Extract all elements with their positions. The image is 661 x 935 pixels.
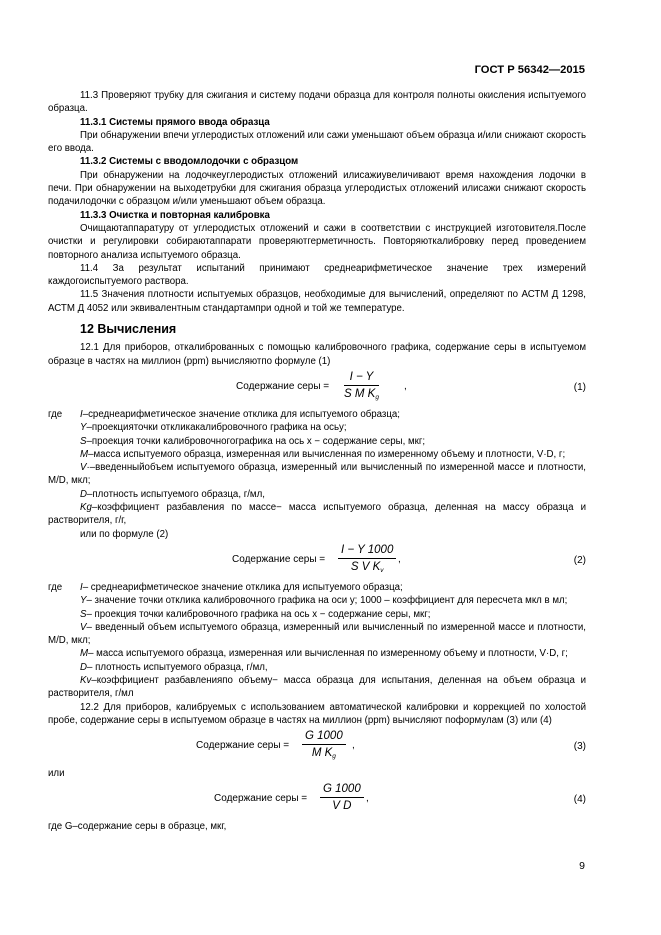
numerator: G 1000 xyxy=(302,729,346,745)
where-item xyxy=(48,435,586,448)
where-item xyxy=(48,621,586,648)
definition: –проекция точки калибровочногографика на ось х − содержание серы, мкг; xyxy=(86,435,426,447)
paragraph-11-3-2: При обнаружении на лодочкеуглеродистых отложений илисажиувеличивают время нахождения лодочки в печи. При обнаружении на выходетрубки для сжигания образца углеродистых отложений илисажи снижают скорость подачилодочки с образцом и/или уменьшают объем образца. xyxy=(48,169,586,208)
paragraph-12-2: 12.2 Для приборов, калибруемых с использованием автоматической калибровки и коррекцией по холостой пробе, содержание серы в испытуемом образце в частях на миллион (ppm) вычисляют поформулам (3) или (4) xyxy=(48,701,586,726)
equation-label: Содержание серы = xyxy=(196,740,290,752)
or-formula-4: или xyxy=(48,768,65,780)
denominator-subscript: g xyxy=(375,393,379,401)
paragraph-12-1: 12.1 Для приборов, откалиброванных с помощью калибровочного графика, содержание серы в испытуемом образце в частях на миллион (ppm) вычисляютпо формуле (1) xyxy=(48,342,586,367)
denominator-subscript: v xyxy=(380,566,384,574)
comma: , xyxy=(404,380,407,392)
numerator: G 1000 xyxy=(320,782,364,798)
comma: , xyxy=(398,553,401,565)
where-g-definition: где G–содержание серы в образце, мкг, xyxy=(48,821,227,833)
where-item xyxy=(48,581,586,594)
symbol: M xyxy=(80,648,89,660)
comma: , xyxy=(366,793,369,805)
paragraph-11-4: 11.4 За результат испытаний принимают среднеарифметическое значение трех измерений каждогоиспытуемого раствора. xyxy=(48,262,586,288)
where-label: где xyxy=(48,408,63,420)
equation-number: (2) xyxy=(573,554,586,566)
fraction xyxy=(320,782,364,817)
where-item xyxy=(48,674,586,701)
symbol: I xyxy=(80,408,83,420)
where-item xyxy=(48,647,586,660)
where-item xyxy=(48,608,586,621)
denominator-subscript: g xyxy=(332,753,336,761)
symbol: D xyxy=(80,488,87,500)
definition: – плотность испытуемого образца, г/мл, xyxy=(87,661,268,673)
where-item xyxy=(48,488,586,501)
symbol: I xyxy=(80,581,83,593)
equation-label: Содержание серы = xyxy=(236,380,330,392)
where-list-1 xyxy=(48,408,586,528)
symbol: S xyxy=(80,435,87,447)
equation-number: (4) xyxy=(573,794,586,806)
numerator: I − Y 1000 xyxy=(338,543,396,559)
symbol: S xyxy=(80,608,87,620)
definition: – значение точки отклика калибровочного графика на оси у; 1000 – коэффициент для пересчета мкл в мл; xyxy=(86,595,568,607)
or-formula-2: или по формуле (2) xyxy=(80,528,169,540)
page-number: 9 xyxy=(579,860,585,872)
definition: – среднеарифметическое значение отклика для испытуемого образца; xyxy=(82,581,403,593)
numerator: I − Y xyxy=(344,370,379,386)
where-list-2 xyxy=(48,581,586,701)
where-item xyxy=(48,461,586,488)
paragraph-11-3: 11.3 Проверяют трубку для сжигания и систему подачи образца для контроля полноты окисления испытуемого образца. xyxy=(48,90,586,115)
symbol: D xyxy=(80,661,87,673)
denominator xyxy=(344,386,379,405)
definition: –среднеарифметическое значение отклика для испытуемого образца; xyxy=(82,408,401,420)
definition: ·–введенныйобъем испытуемого образца, измеренный или вычисленный по измеренной массе и плотности, M/D, мкл; xyxy=(48,462,586,487)
definition: – проекция точки калибровочного графика на ось х − содержание серы, мкг; xyxy=(86,608,431,620)
definition: – масса испытуемого образца, измеренная или вычисленная по измеренному объему и плотности, V·D, г; xyxy=(88,648,568,660)
denominator xyxy=(302,745,346,764)
where-item xyxy=(48,408,586,421)
symbol: Kg xyxy=(80,502,92,514)
where-label: где xyxy=(48,581,63,593)
where-item xyxy=(48,421,586,434)
definition: – введенный объем испытуемого образца, измеренный или вычисленный по измеренной массе и плотности, M/D, мкл; xyxy=(48,621,586,647)
denominator xyxy=(338,559,396,578)
definition: –коэффициент разбавления по массе− масса испытуемого образца, деленная на массу образца и растворителя, г/г, xyxy=(48,502,586,527)
fraction xyxy=(338,543,396,578)
definition: –масса испытуемого образца, измеренная или вычисленная по измеренному объему и плотности, V·D, г; xyxy=(88,448,566,460)
fraction xyxy=(302,729,346,764)
heading-11-3-1: 11.3.1 Системы прямого ввода образца xyxy=(80,116,270,128)
equation-label: Содержание серы = xyxy=(232,553,326,565)
symbol: Y xyxy=(80,595,87,607)
where-item xyxy=(48,594,586,607)
symbol: Kv xyxy=(80,674,92,686)
equation-label: Содержание серы = xyxy=(214,793,308,805)
paragraph-11-5: 11.5 Значения плотности испытуемых образцов, необходимые для вычислений, определяют по АСТМ Д 1298, АСТМ Д 4052 или эквивалентным стандартампри одной и той же температуре. xyxy=(48,289,586,314)
denominator-text: S M K xyxy=(344,387,376,400)
where-item xyxy=(48,661,586,674)
paragraph-11-3-1: При обнаружении впечи углеродистых отложений или сажи уменьшают объем образца и/или снижают скорость его ввода. xyxy=(48,129,586,155)
definition: –коэффициент разбавленияпо объему− масса образца для испытания, деленная на объем образца и растворителя, г/мл xyxy=(48,674,586,700)
equation-number: (3) xyxy=(573,741,586,753)
symbol: V xyxy=(80,621,87,633)
equation-4 xyxy=(48,782,586,814)
equation-number: (1) xyxy=(573,381,586,393)
denominator xyxy=(320,798,364,817)
denominator-text: S V K xyxy=(350,560,381,573)
symbol: M xyxy=(80,448,89,460)
definition: –плотность испытуемого образца, г/мл, xyxy=(87,488,265,500)
document-body xyxy=(48,89,586,834)
denominator-text: M K xyxy=(311,747,333,760)
equation-3 xyxy=(48,729,586,761)
paragraph-11-3-3: Очищаютаппаратуру от углеродистых отложений и сажи в соответствии с инструкцией изготовителя.После очистки и регулировки собираютаппарати проверяютгерметичность. Повторяюткалибровку перед проведением повторного анализа испытуемого образца. xyxy=(48,222,586,261)
comma: , xyxy=(352,740,355,752)
definition: –проекцияточки откликакалибровочного графика на осьу; xyxy=(86,422,347,434)
equation-1 xyxy=(48,370,586,402)
equation-2 xyxy=(48,543,586,575)
where-item xyxy=(48,448,586,461)
symbol: V xyxy=(80,462,87,474)
fraction xyxy=(344,370,379,405)
denominator-text: V D xyxy=(332,800,352,813)
section-heading-12: 12 Вычисления xyxy=(80,322,177,337)
heading-11-3-3: 11.3.3 Очистка и повторная калибровка xyxy=(80,209,270,221)
symbol: Y xyxy=(80,422,87,434)
standard-header: ГОСТ Р 56342—2015 xyxy=(474,64,585,76)
where-item xyxy=(48,501,586,528)
heading-11-3-2: 11.3.2 Системы с вводомлодочки с образцом xyxy=(80,156,299,168)
